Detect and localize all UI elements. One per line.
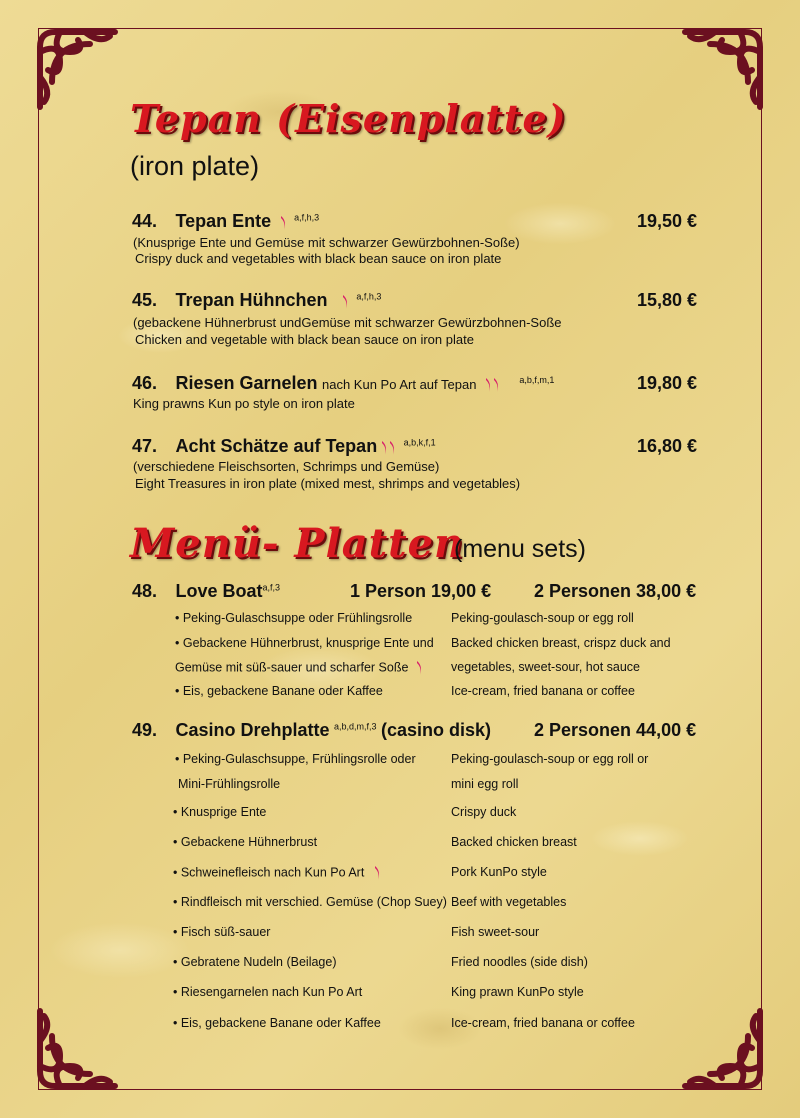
section-title-menu-platten: Menü- Platten: [130, 520, 465, 567]
item-description-en: Chicken and vegetable with black bean sauce on iron plate: [135, 332, 474, 347]
item-price: 15,80 €: [637, 290, 698, 310]
set-course-en: Peking-goulasch-soup or egg roll: [451, 611, 634, 625]
menu-item-45: [132, 290, 381, 311]
item-description-de: (gebackene Hühnerbrust undGemüse mit schwarzer Gewürzbohnen-Soße: [133, 315, 562, 330]
set-course-de: • Rindfleisch mit verschied. Gemüse (Chop Suey): [173, 895, 447, 909]
set-course-en: vegetables, sweet-sour, hot sauce: [451, 660, 641, 674]
item-name: Tepan Ente: [175, 211, 272, 231]
set-course-en: King prawn KunPo style: [451, 985, 584, 999]
chili-icon: [278, 215, 288, 231]
set-name: Love Boat: [175, 581, 263, 601]
corner-ornament-icon: [30, 1001, 125, 1096]
set-course-de: Gemüse mit süß-sauer und scharfer Soße: [175, 660, 426, 676]
item-description-en: Crispy duck and vegetables with black bean sauce on iron plate: [135, 251, 502, 266]
set-course-de: • Riesengarnelen nach Kun Po Art: [173, 985, 363, 999]
allergen-codes: a,b,d,m,f,3: [333, 721, 377, 732]
set-course-de: • Gebratene Nudeln (Beilage): [173, 955, 337, 969]
set-course-de: Mini-Frühlingsrolle: [178, 777, 281, 791]
item-name: Trepan Hühnchen: [175, 290, 328, 310]
item-name: Riesen Garnelen: [175, 373, 318, 393]
set-course-de: • Fisch süß-sauer: [173, 925, 271, 939]
corner-ornament-icon: [675, 22, 770, 117]
set-course-en: Fried noodles (side dish): [451, 955, 588, 969]
set-price-1-person: 1 Person 19,00 €: [350, 581, 492, 601]
item-number: 47.: [132, 436, 158, 456]
set-course-en: Crispy duck: [451, 805, 517, 819]
item-number: 44.: [132, 211, 158, 231]
set-course-en: Backed chicken breast: [451, 835, 577, 849]
menu-set-48: [132, 581, 280, 602]
chili-icon: [491, 377, 501, 393]
set-name: Casino Drehplatte: [175, 720, 330, 740]
set-course-de: • Schweinefleisch nach Kun Po Art: [173, 865, 384, 881]
menu-item-44: [132, 211, 319, 232]
item-price: 16,80 €: [637, 436, 698, 456]
set-course-en: Beef with vegetables: [451, 895, 567, 909]
set-course-de: • Knusprige Ente: [173, 805, 267, 819]
item-number: 46.: [132, 373, 158, 393]
section-subtitle-menu-sets: (menu sets): [454, 535, 586, 563]
set-price-2-persons: 2 Personen 44,00 €: [534, 720, 697, 740]
chili-icon: [372, 865, 382, 881]
set-course-de: • Gebackene Hühnerbrust: [173, 835, 318, 849]
item-price: 19,50 €: [637, 211, 698, 231]
set-course-en: Pork KunPo style: [451, 865, 547, 879]
set-course-de: • Peking-Gulaschsuppe, Frühlingsrolle oder: [175, 752, 416, 766]
section-title-tepan: Tepan (Eisenplatte): [130, 96, 567, 141]
set-course-de: • Gebackene Hühnerbrust, knusprige Ente und: [175, 636, 434, 650]
item-description-en: King prawns Kun po style on iron plate: [133, 396, 355, 411]
item-description-de: (verschiedene Fleischsorten, Schrimps und Gemüse): [133, 459, 440, 474]
item-name-extra: nach Kun Po Art auf Tepan: [322, 377, 477, 392]
corner-ornament-icon: [30, 22, 125, 117]
set-course-en: Ice-cream, fried banana or coffee: [451, 1016, 635, 1030]
set-course-de: • Eis, gebackene Banane oder Kaffee: [173, 1016, 381, 1030]
set-course-en: Fish sweet-sour: [451, 925, 540, 939]
set-course-en: Peking-goulasch-soup or egg roll or: [451, 752, 649, 766]
set-course-de: • Peking-Gulaschsuppe oder Frühlingsrolle: [175, 611, 413, 625]
section-subtitle-tepan: (iron plate): [130, 151, 260, 181]
menu-item-47: [132, 436, 436, 457]
set-course-en: mini egg roll: [451, 777, 519, 791]
allergen-codes: a,f,h,3: [294, 212, 320, 223]
item-price: 19,80 €: [637, 373, 698, 393]
menu-set-49: [132, 720, 491, 741]
allergen-codes: a,b,f,m,1: [519, 374, 555, 385]
set-course-de: • Eis, gebackene Banane oder Kaffee: [175, 684, 383, 698]
set-price-2-persons: 2 Personen 38,00 €: [534, 581, 697, 601]
set-number: 49.: [132, 720, 158, 740]
set-name-extra: (casino disk): [380, 720, 491, 740]
allergen-codes: a,f,3: [262, 582, 281, 593]
item-number: 45.: [132, 290, 158, 310]
chili-icon: [414, 660, 424, 676]
chili-icon: [387, 440, 397, 456]
set-number: 48.: [132, 581, 158, 601]
corner-ornament-icon: [675, 1001, 770, 1096]
allergen-codes: a,b,k,f,1: [403, 437, 436, 448]
set-course-en: Ice-cream, fried banana or coffee: [451, 684, 635, 698]
item-description-en: Eight Treasures in iron plate (mixed mest, shrimps and vegetables): [135, 476, 521, 491]
item-name: Acht Schätze auf Tepan: [175, 436, 378, 456]
allergen-codes: a,f,h,3: [356, 291, 382, 302]
item-description-de: (Knusprige Ente und Gemüse mit schwarzer Gewürzbohnen-Soße): [133, 235, 520, 250]
menu-item-46: [132, 373, 554, 394]
set-course-en: Backed chicken breast, crispz duck and: [451, 636, 671, 650]
chili-icon: [340, 294, 350, 310]
